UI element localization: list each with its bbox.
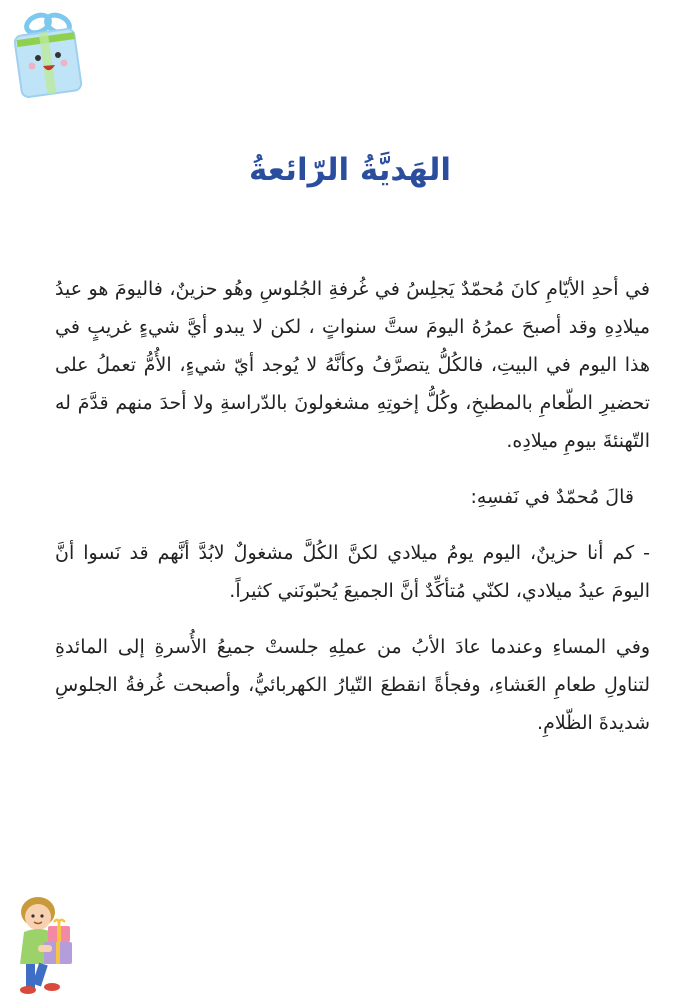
paragraph-1: في أحدِ الأيّامِ كانَ مُحمّدٌ يَجلِسُ في غُرفةِ الجُلوسِ وهُو حزينٌ، فاليومَ هو عيدُ ميلادِهِ وقد أصبحَ عمرُهُ اليومَ ستَّ سنواتٍ ، لكن لا يبدو أيَّ شيءٍ غريبٍ في هذا اليوم في البيتِ، فالكُلُّ يتصرَّفُ وكأنَّهُ لا يُوجد أيّ شيءٍ، الأُمُّ تعملُ على تحضيرِ الطّعامِ بالمطبخِ، وكُلُّ إخوتِهِ مشغولونَ بالدّراسةِ ولا أحدَ منهم قدَّمَ له التّهنئةَ بيومِ ميلادِه. (55, 278, 650, 452)
gift-box-icon (12, 8, 84, 100)
paragraph-3: - كم أنا حزينٌ، اليوم يومُ ميلادي لكنَّ الكُلَّ مشغولٌ لابُدَّ أنَّهم قد نَسوا أنَّ اليومَ عيدُ ميلادي، لكنّي مُتأكِّدٌ أنَّ الجميعَ يُحبّونَني كثيراً. (55, 542, 650, 602)
child-carrying-gifts (8, 890, 80, 1000)
story-body (55, 270, 650, 760)
paragraph-2: قالَ مُحمّدٌ في نَفسِهِ: (470, 486, 634, 508)
story-title: الهَديَّةُ الرّائعةُ (249, 152, 451, 188)
paragraph-4: وفي المساءِ وعندما عادَ الأبُ من عملِهِ جلستْ جميعُ الأُسرةِ إلى المائدةِ لتناولِ طعامِ العَشاءِ، وفجأةً انقطعَ التّيارُ الكهربائيُّ، وأصبحت غُرفةُ الجلوسِ شديدةَ الظّلامِ. (55, 636, 650, 734)
